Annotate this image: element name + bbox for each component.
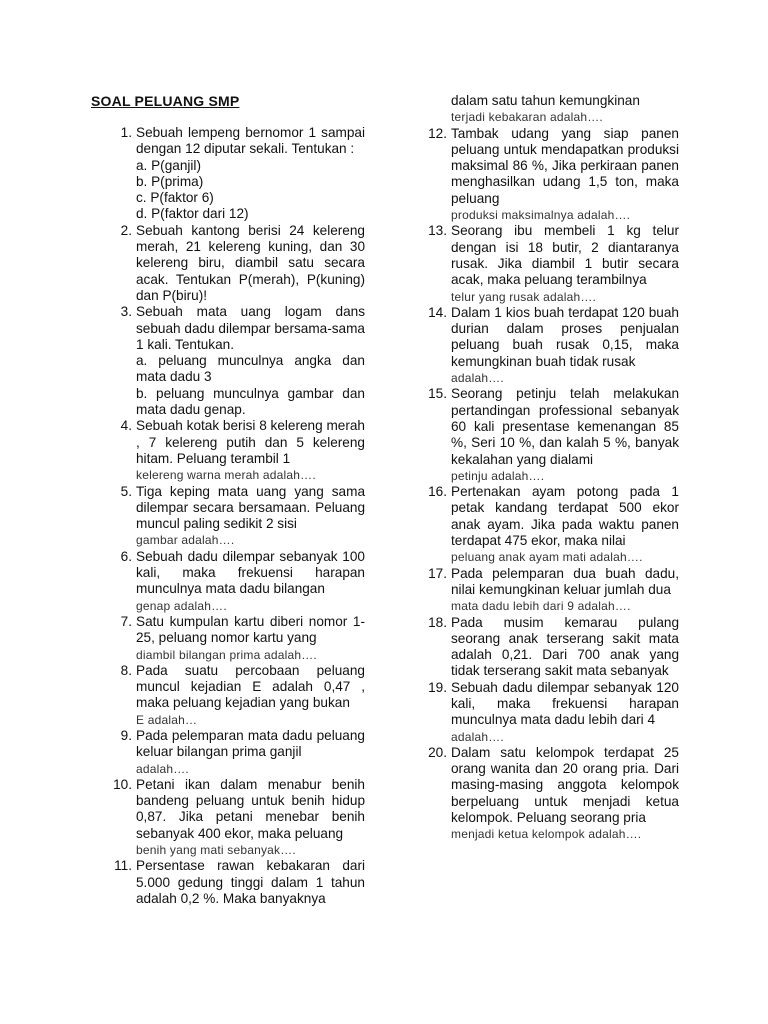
question-list-left <box>105 125 365 907</box>
question-item <box>105 663 365 728</box>
question-line: Sebuah dadu dilempar sebanyak 100 kali, maka frekuensi harapan munculnya mata dadu bilangan <box>136 548 365 597</box>
question-number: 1. <box>120 125 132 140</box>
question-text <box>136 223 365 304</box>
question-number: 6. <box>120 548 132 564</box>
question-line: dalam satu tahun kemungkinan <box>451 93 640 108</box>
question-item <box>420 386 679 484</box>
question-item <box>105 223 365 304</box>
question-ending: telur yang rusak adalah…. <box>451 289 597 304</box>
question-number <box>420 93 451 126</box>
question-line: Sebuah kotak berisi 8 kelereng merah , 7 kelereng putih dan 5 kelereng hitam. Peluang terambil 1 <box>136 418 365 466</box>
question-item <box>420 745 679 843</box>
question-text <box>136 418 365 483</box>
question-ending: terjadi kebakaran adalah…. <box>451 110 603 125</box>
question-item <box>420 484 679 565</box>
question-ending: petinju adalah…. <box>451 468 545 483</box>
question-item <box>420 93 679 126</box>
question-ending: peluang anak ayam mati adalah…. <box>451 550 643 565</box>
question-line: d. P(faktor dari 12) <box>136 206 249 222</box>
question-number: 2. <box>120 222 132 238</box>
question-ending: adalah…. <box>136 761 189 776</box>
question-item <box>420 680 679 745</box>
question-item <box>420 615 679 680</box>
question-line: b. P(prima) <box>136 173 204 189</box>
question-number: 14. <box>428 304 447 320</box>
question-item <box>420 305 679 386</box>
question-number: 13. <box>428 223 447 239</box>
question-text <box>136 663 365 728</box>
question-ending: adalah…. <box>451 729 504 744</box>
question-item <box>420 126 679 224</box>
page-title: SOAL PELUANG SMP <box>91 93 240 109</box>
question-ending: mata dadu lebih dari 9 adalah…. <box>451 599 631 614</box>
question-line: Seorang ibu membeli 1 kg telur dengan isi 18 butir, 2 diantaranya rusak. Jika diambil 1 butir secara acak, maka peluang terambilnya <box>451 223 679 288</box>
question-line: Pada pelemparan mata dadu peluang keluar bilangan prima ganjil <box>136 727 365 760</box>
question-text <box>451 386 679 484</box>
question-item <box>105 777 365 858</box>
question-number: 15. <box>428 386 447 402</box>
question-number: 3. <box>120 304 132 320</box>
question-text <box>136 549 365 614</box>
question-number: 18. <box>428 614 447 630</box>
question-text <box>136 858 365 907</box>
question-number: 19. <box>428 679 447 695</box>
question-line: Pada pelemparan dua buah dadu, nilai kemungkinan keluar jumlah dua <box>451 565 679 597</box>
question-number: 8. <box>120 662 132 678</box>
question-line: Pada suatu percobaan peluang muncul kejadian E adalah 0,47 , maka peluang kejadian yang bukan <box>136 662 365 711</box>
question-ending: kelereng warna merah adalah…. <box>136 468 316 483</box>
question-line: Persentase rawan kebakaran dari 5.000 gedung tinggi dalam 1 tahun adalah 0,2 %. Maka banyaknya <box>136 858 365 906</box>
question-ending: diambil bilangan prima adalah…. <box>136 647 317 662</box>
question-text <box>136 614 365 663</box>
question-number: 9. <box>120 727 132 743</box>
question-list-right <box>420 93 679 843</box>
question-line: Sebuah lempeng bernomor 1 sampai dengan 12 diputar sekali. Tentukan : <box>136 125 365 157</box>
question-number: 5. <box>120 483 132 499</box>
question-line: Sebuah dadu dilempar sebanyak 120 kali, maka frekuensi harapan munculnya mata dadu lebih dari 4 <box>451 679 679 728</box>
question-number: 17. <box>428 565 447 581</box>
question-item <box>105 614 365 663</box>
question-ending: gambar adalah…. <box>136 533 235 548</box>
question-text <box>451 566 679 615</box>
question-line: Sebuah kantong berisi 24 kelereng merah, 21 kelereng kuning, dan 30 kelereng biru, diambil satu secara acak. Tentukan P(merah), P(kuning) dan P(biru)! <box>136 222 365 303</box>
question-number: 20. <box>428 744 447 760</box>
question-ending: genap adalah…. <box>136 598 227 613</box>
question-item <box>105 858 365 907</box>
question-line: Dalam satu kelompok terdapat 25 orang wanita dan 20 orang pria. Dari masing-masing anggota kelompok berpeluang untuk menjadi ketua kelompok. Peluang seorang pria <box>451 744 679 826</box>
question-number: 7. <box>120 613 132 629</box>
question-line: Pada musim kemarau pulang seorang anak terserang sakit mata adalah 0,21. Dari 700 anak yang tidak terserang sakit mata sebanyak <box>451 614 679 679</box>
question-line: Seorang petinju telah melakukan pertandingan professional sebanyak 60 kali presentase kemenangan 85 %, Seri 10 %, dan kalah 5 %, banyak kekalahan yang dialami <box>451 386 679 467</box>
question-text <box>136 304 365 418</box>
question-line: a. P(ganjil) <box>136 157 201 173</box>
question-text <box>136 125 365 223</box>
question-line: Tambak udang yang siap panen peluang untuk mendapatkan produksi maksimal 86 %, Jika perkiraan panen menghasilkan udang 1,5 ton, maka peluang <box>451 125 679 206</box>
question-text <box>451 615 679 680</box>
question-text <box>451 223 679 304</box>
question-text <box>451 680 679 745</box>
question-text <box>136 728 365 777</box>
question-ending: menjadi ketua kelompok adalah…. <box>451 827 642 842</box>
question-ending: produksi maksimalnya adalah…. <box>451 208 631 223</box>
question-number: 4. <box>120 418 132 434</box>
question-number: 12. <box>428 125 447 141</box>
question-item <box>420 566 679 615</box>
question-number: 10. <box>113 776 132 792</box>
question-text <box>136 484 365 549</box>
question-text <box>451 126 679 224</box>
question-item <box>105 728 365 777</box>
question-text <box>451 305 679 386</box>
question-number: 11. <box>114 858 132 874</box>
question-line: Satu kumpulan kartu diberi nomor 1-25, peluang nomor kartu yang <box>136 613 365 646</box>
question-text <box>451 745 679 843</box>
question-line: Dalam 1 kios buah terdapat 120 buah durian dalam proses penjualan peluang buah rusak 0,15, maka kemungkinan buah tidak rusak <box>451 304 679 369</box>
question-text <box>451 93 679 126</box>
question-item <box>105 549 365 614</box>
question-line: Sebuah mata uang logam dans sebuah dadu dilempar bersama-sama 1 kali. Tentukan. <box>136 304 365 352</box>
question-text <box>136 777 365 858</box>
question-number: 16. <box>428 484 447 500</box>
question-ending: E adalah… <box>136 712 198 727</box>
question-item <box>105 304 365 418</box>
question-ending: adalah…. <box>451 371 504 386</box>
question-ending: benih yang mati sebanyak…. <box>136 843 296 858</box>
question-item <box>105 418 365 483</box>
question-line: a. peluang munculnya angka dan mata dadu 3 <box>136 353 365 385</box>
question-line: Petani ikan dalam menabur benih bandeng peluang untuk benih hidup 0,87. Jika petani menebar benih sebanyak 400 ekor, maka peluang <box>136 776 365 841</box>
question-text <box>451 484 679 565</box>
question-item <box>105 125 365 223</box>
question-line: Pertenakan ayam potong pada 1 petak kandang terdapat 500 ekor anak ayam. Jika pada waktu panen terdapat 475 ekor, maka nilai <box>451 484 679 549</box>
question-item <box>420 223 679 304</box>
question-line: b. peluang munculnya gambar dan mata dadu genap. <box>136 385 365 418</box>
question-line: Tiga keping mata uang yang sama dilempar secara bersamaan. Peluang muncul paling sedikit 2 sisi <box>136 483 365 532</box>
question-item <box>105 484 365 549</box>
question-line: c. P(faktor 6) <box>136 190 214 206</box>
